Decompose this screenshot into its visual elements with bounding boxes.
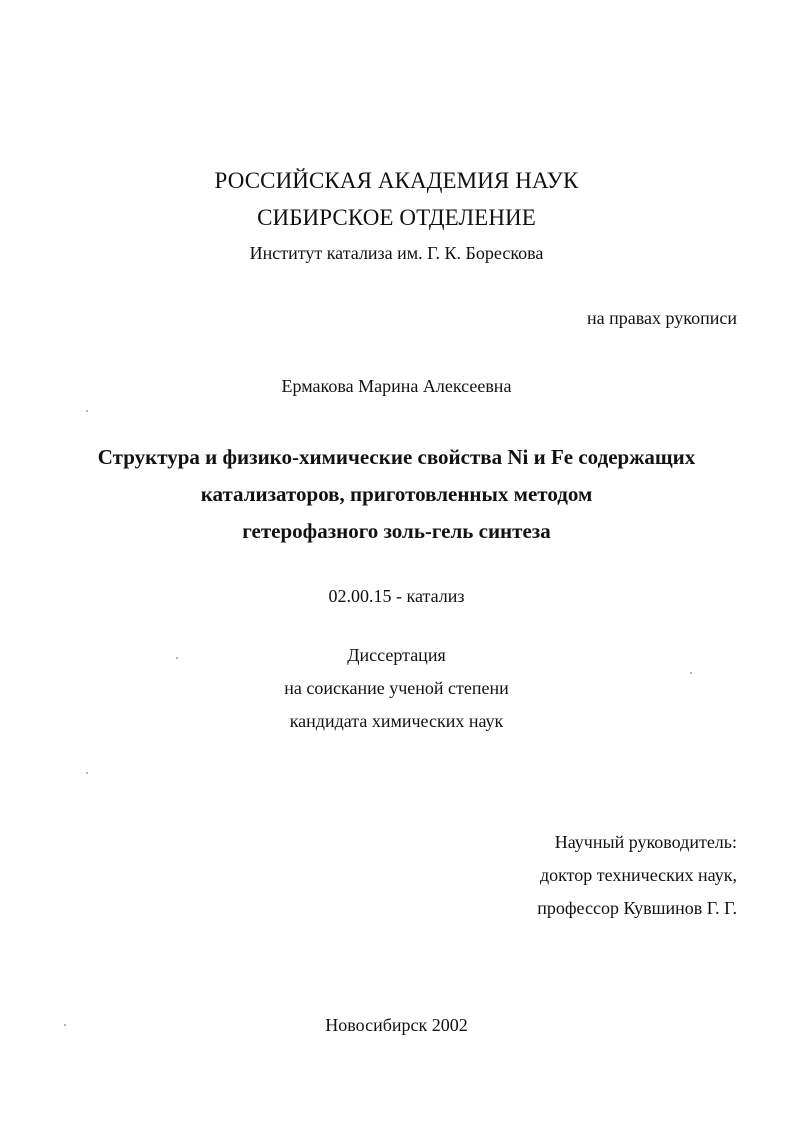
supervisor-line-2: доктор технических наук, xyxy=(540,865,737,885)
degree-line-2: на соискание ученой степени xyxy=(284,678,509,698)
scan-speck xyxy=(690,672,692,674)
title-line-1: Структура и физико-химические свойства Ni и Fe содержащих xyxy=(97,445,696,469)
title-line-3: гетерофазного золь-гель синтеза xyxy=(242,519,551,543)
supervisor-line-1: Научный руководитель: xyxy=(554,832,737,852)
degree-line-1: Диссертация xyxy=(347,645,446,665)
institute-name: Институт катализа им. Г. К. Борескова xyxy=(249,243,544,263)
academy-name: РОССИЙСКАЯ АКАДЕМИЯ НАУК xyxy=(214,168,579,193)
degree-line-3: кандидата химических наук xyxy=(289,711,504,731)
scan-speck xyxy=(86,772,88,774)
branch-name: СИБИРСКОЕ ОТДЕЛЕНИЕ xyxy=(257,205,536,230)
specialty-code: 02.00.15 - катализ xyxy=(328,586,465,606)
author-name: Ермакова Марина Алексеевна xyxy=(281,376,512,396)
manuscript-note: на правах рукописи xyxy=(587,308,737,328)
city-year: Новосибирск 2002 xyxy=(325,1015,468,1035)
scan-speck xyxy=(176,657,178,659)
supervisor-line-3: профессор Кувшинов Г. Г. xyxy=(537,898,737,918)
title-line-2: катализаторов, приготовленных методом xyxy=(200,482,593,506)
scan-speck xyxy=(64,1024,66,1026)
scan-speck xyxy=(86,410,88,412)
